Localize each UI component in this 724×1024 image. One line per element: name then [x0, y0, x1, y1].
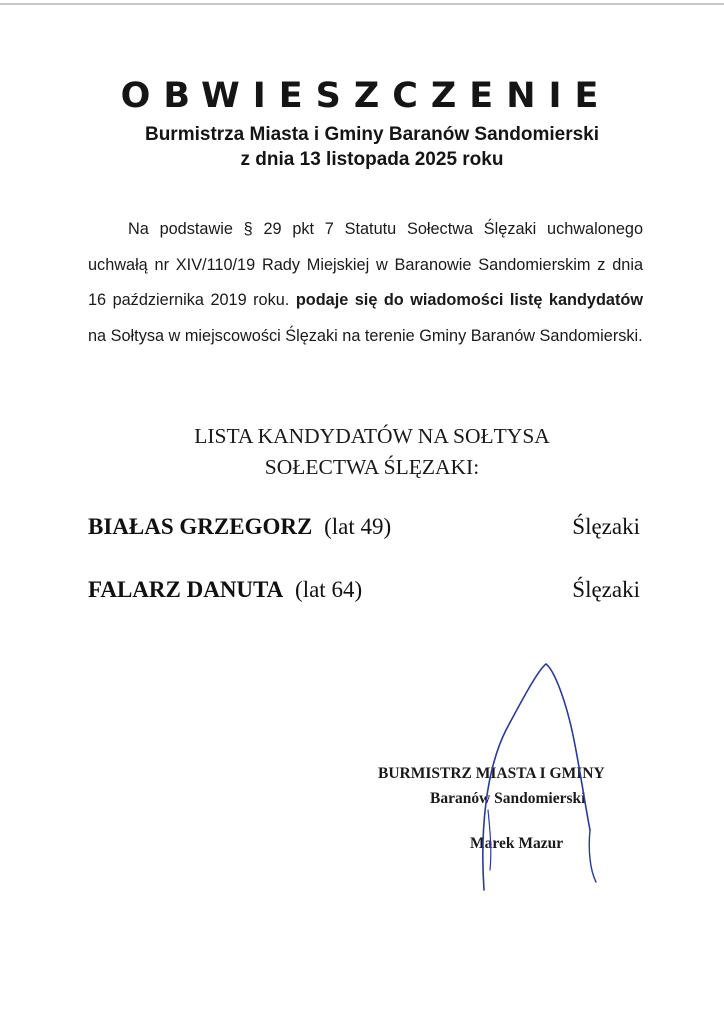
scan-edge-line	[0, 3, 724, 5]
candidate-place: Ślęzaki	[572, 577, 640, 602]
candidate-list-heading-line1: LISTA KANDYDATÓW NA SOŁTYSA	[194, 424, 550, 448]
signatory-title: BURMISTRZ MIASTA I GMINY	[378, 765, 605, 782]
candidate-name: FALARZ DANUTA	[88, 577, 284, 602]
document-subtitle-issuer: Burmistrza Miasta i Gminy Baranów Sandomierski	[144, 124, 600, 145]
candidate-list-heading-line2: SOŁECTWA ŚLĘZAKI:	[264, 455, 480, 479]
body-text-part1: Na podstawie § 29 pkt 7 Statutu Sołectwa Ślęzaki uchwalonego uchwałą nr XIV/110/19 Rady Miejskiej w Baranowie Sandomierskim z dnia 16 października 2019 roku.	[88, 220, 643, 309]
candidate-place: Ślęzaki	[572, 514, 640, 539]
signatory-name: Marek Mazur	[470, 835, 564, 852]
body-text-bold: podaje się do wiadomości listę kandydatów	[295, 291, 643, 309]
candidate-row	[88, 577, 640, 611]
handwritten-signature	[470, 660, 610, 900]
signatory-municipality: Baranów Sandomierski	[430, 790, 586, 807]
candidate-row	[88, 514, 640, 548]
announcement-body	[88, 212, 643, 354]
signature-stroke	[589, 830, 596, 882]
signature-stroke	[488, 810, 491, 870]
candidate-age: (lat 49)	[324, 514, 392, 539]
candidate-age: (lat 64)	[295, 577, 363, 602]
body-text-part2: na Sołtysa w miejscowości Ślęzaki na terenie Gminy Baranów Sandomierski.	[88, 326, 643, 345]
document-subtitle-date: z dnia 13 listopada 2025 roku	[240, 149, 504, 170]
candidate-name: BIAŁAS GRZEGORZ	[88, 514, 313, 539]
document-title: OBWIESZCZENIE	[120, 76, 612, 116]
signature-stroke	[483, 664, 590, 890]
